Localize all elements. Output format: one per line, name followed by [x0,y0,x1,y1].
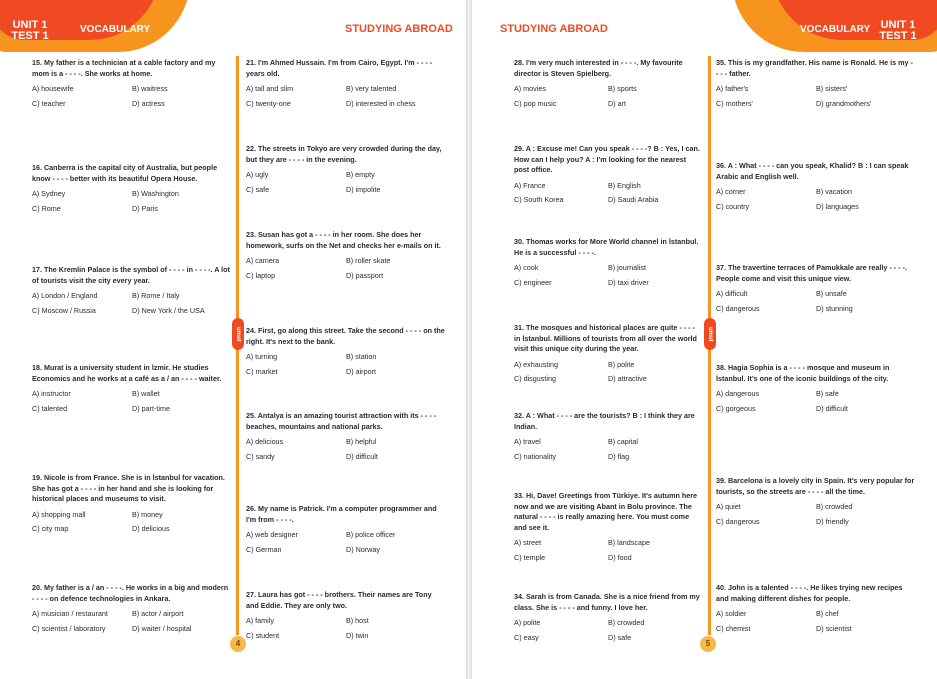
page-number: 5 [700,636,716,652]
question-stem: 18. Murat is a university student in İzmir. He studies Economics and he works at a café as a / an - - - - waiter. [32,363,222,383]
option-a[interactable]: A) family [246,616,274,625]
option-a[interactable]: A) France [514,180,546,190]
question-stem: 20. My father is a / an - - - -. He works in a big and modern - - - - on defence technologies in Ankara. [32,583,229,603]
option-d[interactable]: D) flag [608,451,630,461]
option-c[interactable]: C) market [246,366,278,376]
test-label: TEST 1 [11,30,49,42]
question-stem: 15. My father is a technician at a cable factory and my mom is a - - - -. She works at home. [32,58,216,78]
option-d[interactable]: D) delicious [132,524,170,533]
option-c[interactable]: C) talented [32,403,68,413]
topic-label: STUDYING ABROAD [500,23,608,35]
option-c[interactable]: C) laptop [246,270,276,280]
option-d[interactable]: D) languages [816,201,859,211]
option-a[interactable]: A) turning [246,352,278,361]
option-a[interactable]: A) shopping mall [32,509,86,519]
question-33 [514,491,702,563]
option-a[interactable]: A) travel [514,437,541,446]
option-d[interactable]: D) airport [346,366,376,376]
option-a[interactable]: A) exhausting [514,359,558,369]
option-a[interactable]: A) camera [246,256,280,265]
option-c[interactable]: C) nationality [514,451,556,461]
question-35 [716,58,916,109]
option-a[interactable]: A) delicious [246,437,284,446]
option-c[interactable]: C) teacher [32,98,66,108]
option-b[interactable]: B) actor / airport [132,609,184,618]
option-c[interactable]: C) German [246,544,282,554]
question-34 [514,592,702,643]
question-stem: 36. A : What - - - - can you speak, Khalid? B : I can speak Arabic and English well. [716,161,909,181]
section-label: VOCABULARY [80,24,151,35]
option-a[interactable]: A) movies [514,84,546,93]
question-24 [246,326,446,377]
topic-label: STUDYING ABROAD [345,23,453,35]
question-stem: 16. Canberra is the capital city of Australia, but people know - - - - better with its beautiful Opera House. [32,163,218,183]
option-c[interactable]: C) country [716,201,750,211]
option-c[interactable]: C) safe [246,184,270,194]
question-32 [514,411,702,462]
option-b[interactable]: B) sports [608,84,637,93]
test-label: TEST 1 [879,30,917,42]
option-c[interactable]: C) scientist / laboratory [32,623,106,633]
option-d[interactable]: D) actress [132,98,165,108]
option-c[interactable]: C) disgusting [514,374,556,383]
option-b[interactable]: B) polite [608,359,635,369]
option-c[interactable]: C) dangerous [716,303,760,313]
option-d[interactable]: D) grandmothers' [816,98,872,108]
option-b[interactable]: B) landscape [608,538,650,547]
question-stem: 33. Hi, Dave! Greetings from Türkiye. It's autumn here now and we are visiting Abant in Bolu province. The natural - - - - is really amazing here. You must come and see it. [514,491,698,532]
option-d[interactable]: D) stunning [816,303,853,313]
option-a[interactable]: A) web designer [246,530,298,539]
option-d[interactable]: D) New York / the USA [132,305,205,315]
option-b[interactable]: B) helpful [346,437,377,446]
option-b[interactable]: B) safe [816,389,839,398]
option-b[interactable]: B) wallet [132,389,160,398]
question-30 [514,237,702,288]
option-b[interactable]: B) chef [816,609,839,618]
option-c[interactable]: C) Rome [32,203,61,213]
option-d[interactable]: D) taxi driver [608,277,649,287]
question-16 [32,163,232,214]
option-a[interactable]: A) housewife [32,84,74,93]
option-d[interactable]: D) art [608,98,626,108]
question-stem: 17. The Kremlin Palace is the symbol of - - - - in - - - -. A lot of tourists visit the city every year. [32,265,230,285]
question-stem: 28. I'm very much interested in - - - -. My favourite director is Steven Spielberg. [514,58,683,78]
option-b[interactable]: B) capital [608,437,638,446]
left-page [0,0,466,679]
option-d[interactable]: D) friendly [816,516,849,526]
question-22 [246,144,446,195]
page-number: 4 [230,636,246,652]
question-36 [716,161,916,212]
question-stem: 30. Thomas works for More World channel in İstanbul. He is a successful - - - -. [514,237,699,257]
option-a[interactable]: A) musician / restaurant [32,609,108,618]
question-23 [246,230,446,281]
question-stem: 24. First, go along this street. Take the second - - - - on the right. It's next to the bank. [246,326,445,346]
question-21 [246,58,446,109]
option-b[interactable]: B) Washington [132,189,179,198]
option-c[interactable]: C) twenty-one [246,98,291,108]
question-stem: 26. My name is Patrick. I'm a computer programmer and I'm from - - - -. [246,504,437,524]
option-b[interactable]: B) station [346,352,377,361]
option-b[interactable]: B) unsafe [816,289,847,298]
option-a[interactable]: A) cook [514,263,539,272]
option-c[interactable]: C) pop music [514,98,557,108]
question-stem: 40. John is a talented - - - -. He likes trying new recipes and making different dishes for people. [716,583,903,603]
option-b[interactable]: B) waitress [132,84,168,93]
option-c[interactable]: C) city map [32,524,69,533]
question-stem: 38. Hagia Sophia is a - - - - mosque and museum in İstanbul. It's one of the iconic buildings of the city. [716,363,890,383]
question-25 [246,411,446,462]
option-d[interactable]: D) part-time [132,403,170,413]
unit-badge [4,20,56,48]
option-b[interactable]: B) police officer [346,530,396,539]
question-stem: 37. The travertine terraces of Pamukkale are really - - - -. People come and visit this unique view. [716,263,907,283]
question-20 [32,583,232,634]
option-d[interactable]: D) twin [346,630,369,640]
option-b[interactable]: B) empty [346,170,375,179]
question-39 [716,476,916,527]
option-b[interactable]: B) vacation [816,187,852,196]
option-b[interactable]: B) money [132,509,163,519]
option-b[interactable]: B) journalist [608,263,646,272]
option-b[interactable]: B) crowded [816,502,853,511]
option-d[interactable]: D) interested in chess [346,98,416,108]
unit-label: UNIT 1 [12,19,48,31]
option-c[interactable]: C) gorgeous [716,403,756,413]
option-c[interactable]: C) Moscow / Russia [32,305,96,315]
question-31 [514,323,702,385]
option-c[interactable]: C) mothers' [716,98,753,108]
question-19 [32,473,232,535]
side-tab: umut [704,318,716,350]
option-b[interactable]: B) roller skate [346,256,391,265]
question-15 [32,58,232,109]
option-a[interactable]: A) soldier [716,609,747,618]
question-37 [716,263,916,314]
option-d[interactable]: D) passport [346,270,384,280]
question-stem: 23. Susan has got a - - - - in her room. She does her homework, surfs on the Net and checks her e-mails on it. [246,230,441,250]
option-c[interactable]: C) dangerous [716,516,760,526]
right-page [472,0,937,679]
option-d[interactable]: D) impolite [346,184,381,194]
option-c[interactable]: C) temple [514,552,546,562]
question-stem: 34. Sarah is from Canada. She is a nice friend from my class. She is - - - - and funny. I love her. [514,592,700,612]
question-18 [32,363,232,414]
question-stem: 21. I'm Ahmed Hussain. I'm from Cairo, Egypt. I'm - - - - years old. [246,58,433,78]
section-label: VOCABULARY [800,24,871,35]
question-stem: 27. Laura has got - - - - brothers. Their names are Tony and Eddie. They are only two. [246,590,432,610]
question-stem: 32. A : What - - - - are the tourists? B : I think they are Indian. [514,411,695,431]
option-b[interactable]: B) host [346,616,369,625]
option-a[interactable]: A) difficult [716,289,748,298]
option-a[interactable]: A) street [514,538,542,547]
option-d[interactable]: D) Paris [132,203,158,213]
question-28 [514,58,702,109]
side-tab: umut [232,318,244,350]
option-d[interactable]: D) attractive [608,374,647,383]
option-a[interactable]: A) ugly [246,170,269,179]
option-a[interactable]: A) quiet [716,502,741,511]
option-a[interactable]: A) Sydney [32,189,66,198]
option-a[interactable]: A) instructor [32,389,71,398]
unit-badge [872,20,924,48]
question-stem: 22. The streets in Tokyo are very crowded during the day, but they are - - - - in the evening. [246,144,442,164]
question-stem: 25. Antalya is an amazing tourist attraction with its - - - - beaches, mountains and national parks. [246,411,437,431]
question-stem: 19. Nicole is from France. She is in İstanbul for vacation. She has got a - - - - in her hand and she is looking for historical places and museums to visit. [32,473,225,503]
option-a[interactable]: A) father's [716,84,749,93]
option-c[interactable]: C) engineer [514,277,552,287]
question-27 [246,590,446,641]
option-c[interactable]: C) student [246,630,280,640]
option-c[interactable]: C) easy [514,632,539,642]
option-a[interactable]: A) tall and slim [246,84,294,93]
option-a[interactable]: A) dangerous [716,389,760,398]
option-d[interactable]: D) difficult [346,451,378,461]
option-c[interactable]: C) South Korea [514,195,564,204]
option-d[interactable]: D) Norway [346,544,380,554]
option-b[interactable]: B) very talented [346,84,397,93]
option-a[interactable]: A) London / England [32,291,98,300]
option-d[interactable]: D) scientist [816,623,852,633]
question-stem: 35. This is my grandfather. His name is Ronald. He is my - - - - father. [716,58,913,78]
option-d[interactable]: D) Saudi Arabia [608,195,659,204]
question-stem: 39. Barcelona is a lovely city in Spain. It's very popular for tourists, so the streets are - - - - all the time. [716,476,915,496]
option-d[interactable]: D) food [608,552,632,562]
question-29 [514,144,702,206]
question-stem: 29. A : Excuse me! Can you speak - - - -? B : Yes, I can. How can I help you? A : I'm looking for the nearest post office. [514,144,700,174]
option-d[interactable]: D) waiter / hospital [132,623,192,633]
question-38 [716,363,916,414]
option-a[interactable]: A) polite [514,618,541,627]
option-c[interactable]: C) chemist [716,623,751,633]
option-c[interactable]: C) sandy [246,451,275,461]
question-40 [716,583,916,634]
option-d[interactable]: D) difficult [816,403,848,413]
option-b[interactable]: B) Rome / Italy [132,291,180,300]
option-a[interactable]: A) corner [716,187,746,196]
question-17 [32,265,232,316]
option-b[interactable]: B) crowded [608,618,645,627]
unit-label: UNIT 1 [880,19,916,31]
option-b[interactable]: B) sisters' [816,84,848,93]
option-b[interactable]: B) English [608,180,641,190]
question-26 [246,504,446,555]
option-d[interactable]: D) safe [608,632,632,642]
question-stem: 31. The mosques and historical places are quite - - - - in İstanbul. Millions of tourists from all over the world visit this unique city during the year. [514,323,697,353]
